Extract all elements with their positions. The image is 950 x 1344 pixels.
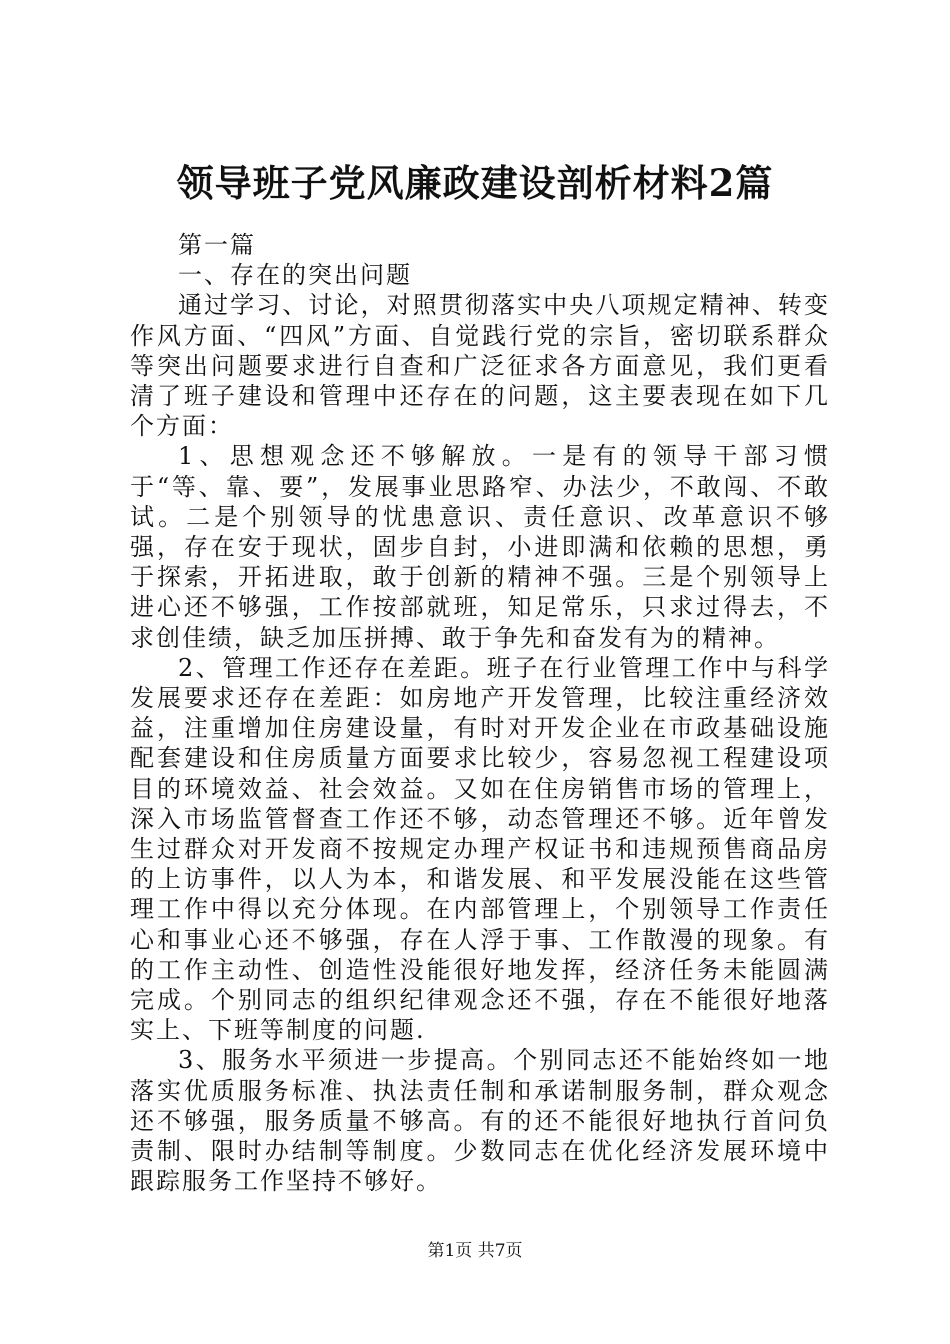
- section-label: 第一篇: [178, 231, 256, 259]
- paragraph-intro: 通过学习、讨论，对照贯彻落实中央八项规定精神、转变作风方面、“四风”方面、自觉践行党的宗旨，密切联系群众等突出问题要求进行自查和广泛征求各方面意见，我们更看清了班子建设和管理中还存在的问题，这主要表现在如下几个方面：: [130, 291, 830, 441]
- paragraph-item-1: 1、思想观念还不够解放。一是有的领导干部习惯于“等、靠、要”，发展事业思路窄、办法少，不敢闯、不敢试。二是个别领导的忧患意识、责任意识、改革意识不够强，存在安于现状，固步自封，小进即满和依赖的思想，勇于探索，开拓进取，敢于创新的精神不强。三是个别领导上进心还不够强，工作按部就班，知足常乐，只求过得去，不求创佳绩，缺乏加压拼搏、敢于争先和奋发有为的精神。: [130, 442, 830, 652]
- page-number-footer: 第1页 共7页: [427, 1241, 523, 1261]
- section-heading: 一、存在的突出问题: [178, 261, 412, 290]
- paragraph-item-3: 3、服务水平须进一步提高。个别同志还不能始终如一地落实优质服务标准、执法责任制和承诺制服务制，群众观念还不够强，服务质量不够高。有的还不能很好地执行首问负责制、限时办结制等制度。少数同志在优化经济发展环境中跟踪服务工作坚持不够好。: [130, 1046, 830, 1196]
- document-title: 领导班子党风廉政建设剖析材料2篇: [176, 161, 774, 205]
- document-body: [130, 230, 830, 1197]
- paragraph-item-2: 2、管理工作还存在差距。班子在行业管理工作中与科学发展要求还存在差距：如房地产开发管理，比较注重经济效益，注重增加住房建设量，有时对开发企业在市政基础设施配套建设和住房质量方面要求比较少，容易忽视工程建设项目的环境效益、社会效益。又如在住房销售市场的管理上，深入市场监管督查工作还不够，动态管理还不够。近年曾发生过群众对开发商不按规定办理产权证书和违规预售商品房的上访事件，以人为本，和谐发展、和平发展没能在这些管理工作中得以充分体现。在内部管理上，个别领导工作责任心和事业心还不够强，存在人浮于事、工作散漫的现象。有的工作主动性、创造性没能很好地发挥，经济任务未能圆满完成。个别同志的组织纪律观念还不强，存在不能很好地落实上、下班等制度的问题.: [130, 653, 830, 1045]
